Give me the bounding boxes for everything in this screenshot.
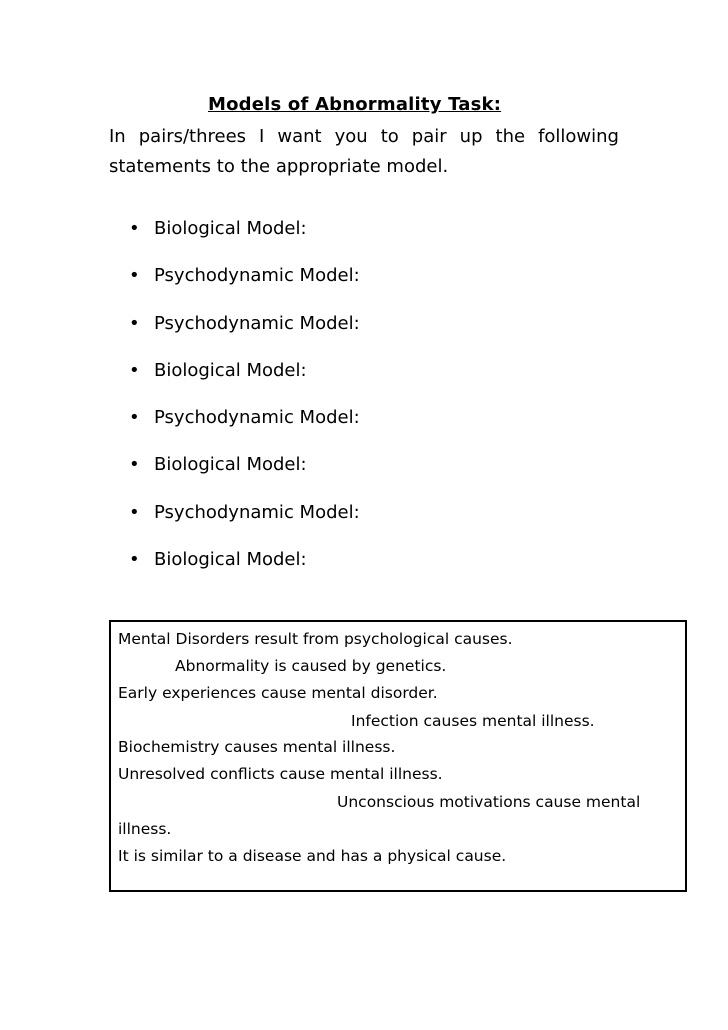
statement-unconscious-motivations: Unconscious motivations cause mental bbox=[337, 793, 641, 811]
bullet-icon: • bbox=[129, 359, 140, 381]
list-item bbox=[128, 307, 360, 354]
list-item bbox=[128, 543, 360, 590]
list-item bbox=[128, 401, 360, 448]
statement-biochemistry: Biochemistry causes mental illness. bbox=[118, 738, 396, 756]
statement-unresolved-conflicts: Unresolved conflicts cause mental illness. bbox=[118, 765, 443, 783]
list-item bbox=[128, 212, 360, 259]
bullet-icon: • bbox=[129, 454, 140, 476]
statement-unconscious-motivations-continued: illness. bbox=[118, 820, 172, 838]
task-instructions: In pairs/threes I want you to pair up the following statements to the appropriate model. bbox=[109, 126, 619, 177]
bullet-icon: • bbox=[129, 549, 140, 571]
model-label: Psychodynamic Model: bbox=[154, 501, 360, 523]
model-label: Biological Model: bbox=[154, 359, 307, 381]
model-label: Psychodynamic Model: bbox=[154, 407, 360, 429]
statement-early-experiences: Early experiences cause mental disorder. bbox=[118, 684, 438, 702]
list-item bbox=[128, 259, 360, 306]
model-label: Biological Model: bbox=[154, 549, 307, 571]
statement-genetics: Abnormality is caused by genetics. bbox=[175, 657, 447, 675]
model-list bbox=[128, 212, 360, 590]
page-title: Models of Abnormality Task: bbox=[208, 94, 502, 115]
bullet-icon: • bbox=[129, 265, 140, 287]
model-label: Biological Model: bbox=[154, 454, 307, 476]
model-label: Biological Model: bbox=[154, 218, 307, 239]
list-item bbox=[128, 448, 360, 495]
model-label: Psychodynamic Model: bbox=[154, 312, 360, 334]
list-item bbox=[128, 496, 360, 543]
statements-box bbox=[109, 620, 687, 892]
bullet-icon: • bbox=[129, 501, 140, 523]
bullet-icon: • bbox=[129, 218, 140, 239]
list-item bbox=[128, 354, 360, 401]
statement-psychological-causes: Mental Disorders result from psychological causes. bbox=[118, 630, 513, 648]
model-label: Psychodynamic Model: bbox=[154, 265, 360, 287]
bullet-icon: • bbox=[129, 407, 140, 429]
statement-infection: Infection causes mental illness. bbox=[351, 712, 595, 730]
bullet-icon: • bbox=[129, 312, 140, 334]
statement-disease-physical-cause: It is similar to a disease and has a physical cause. bbox=[118, 847, 507, 865]
